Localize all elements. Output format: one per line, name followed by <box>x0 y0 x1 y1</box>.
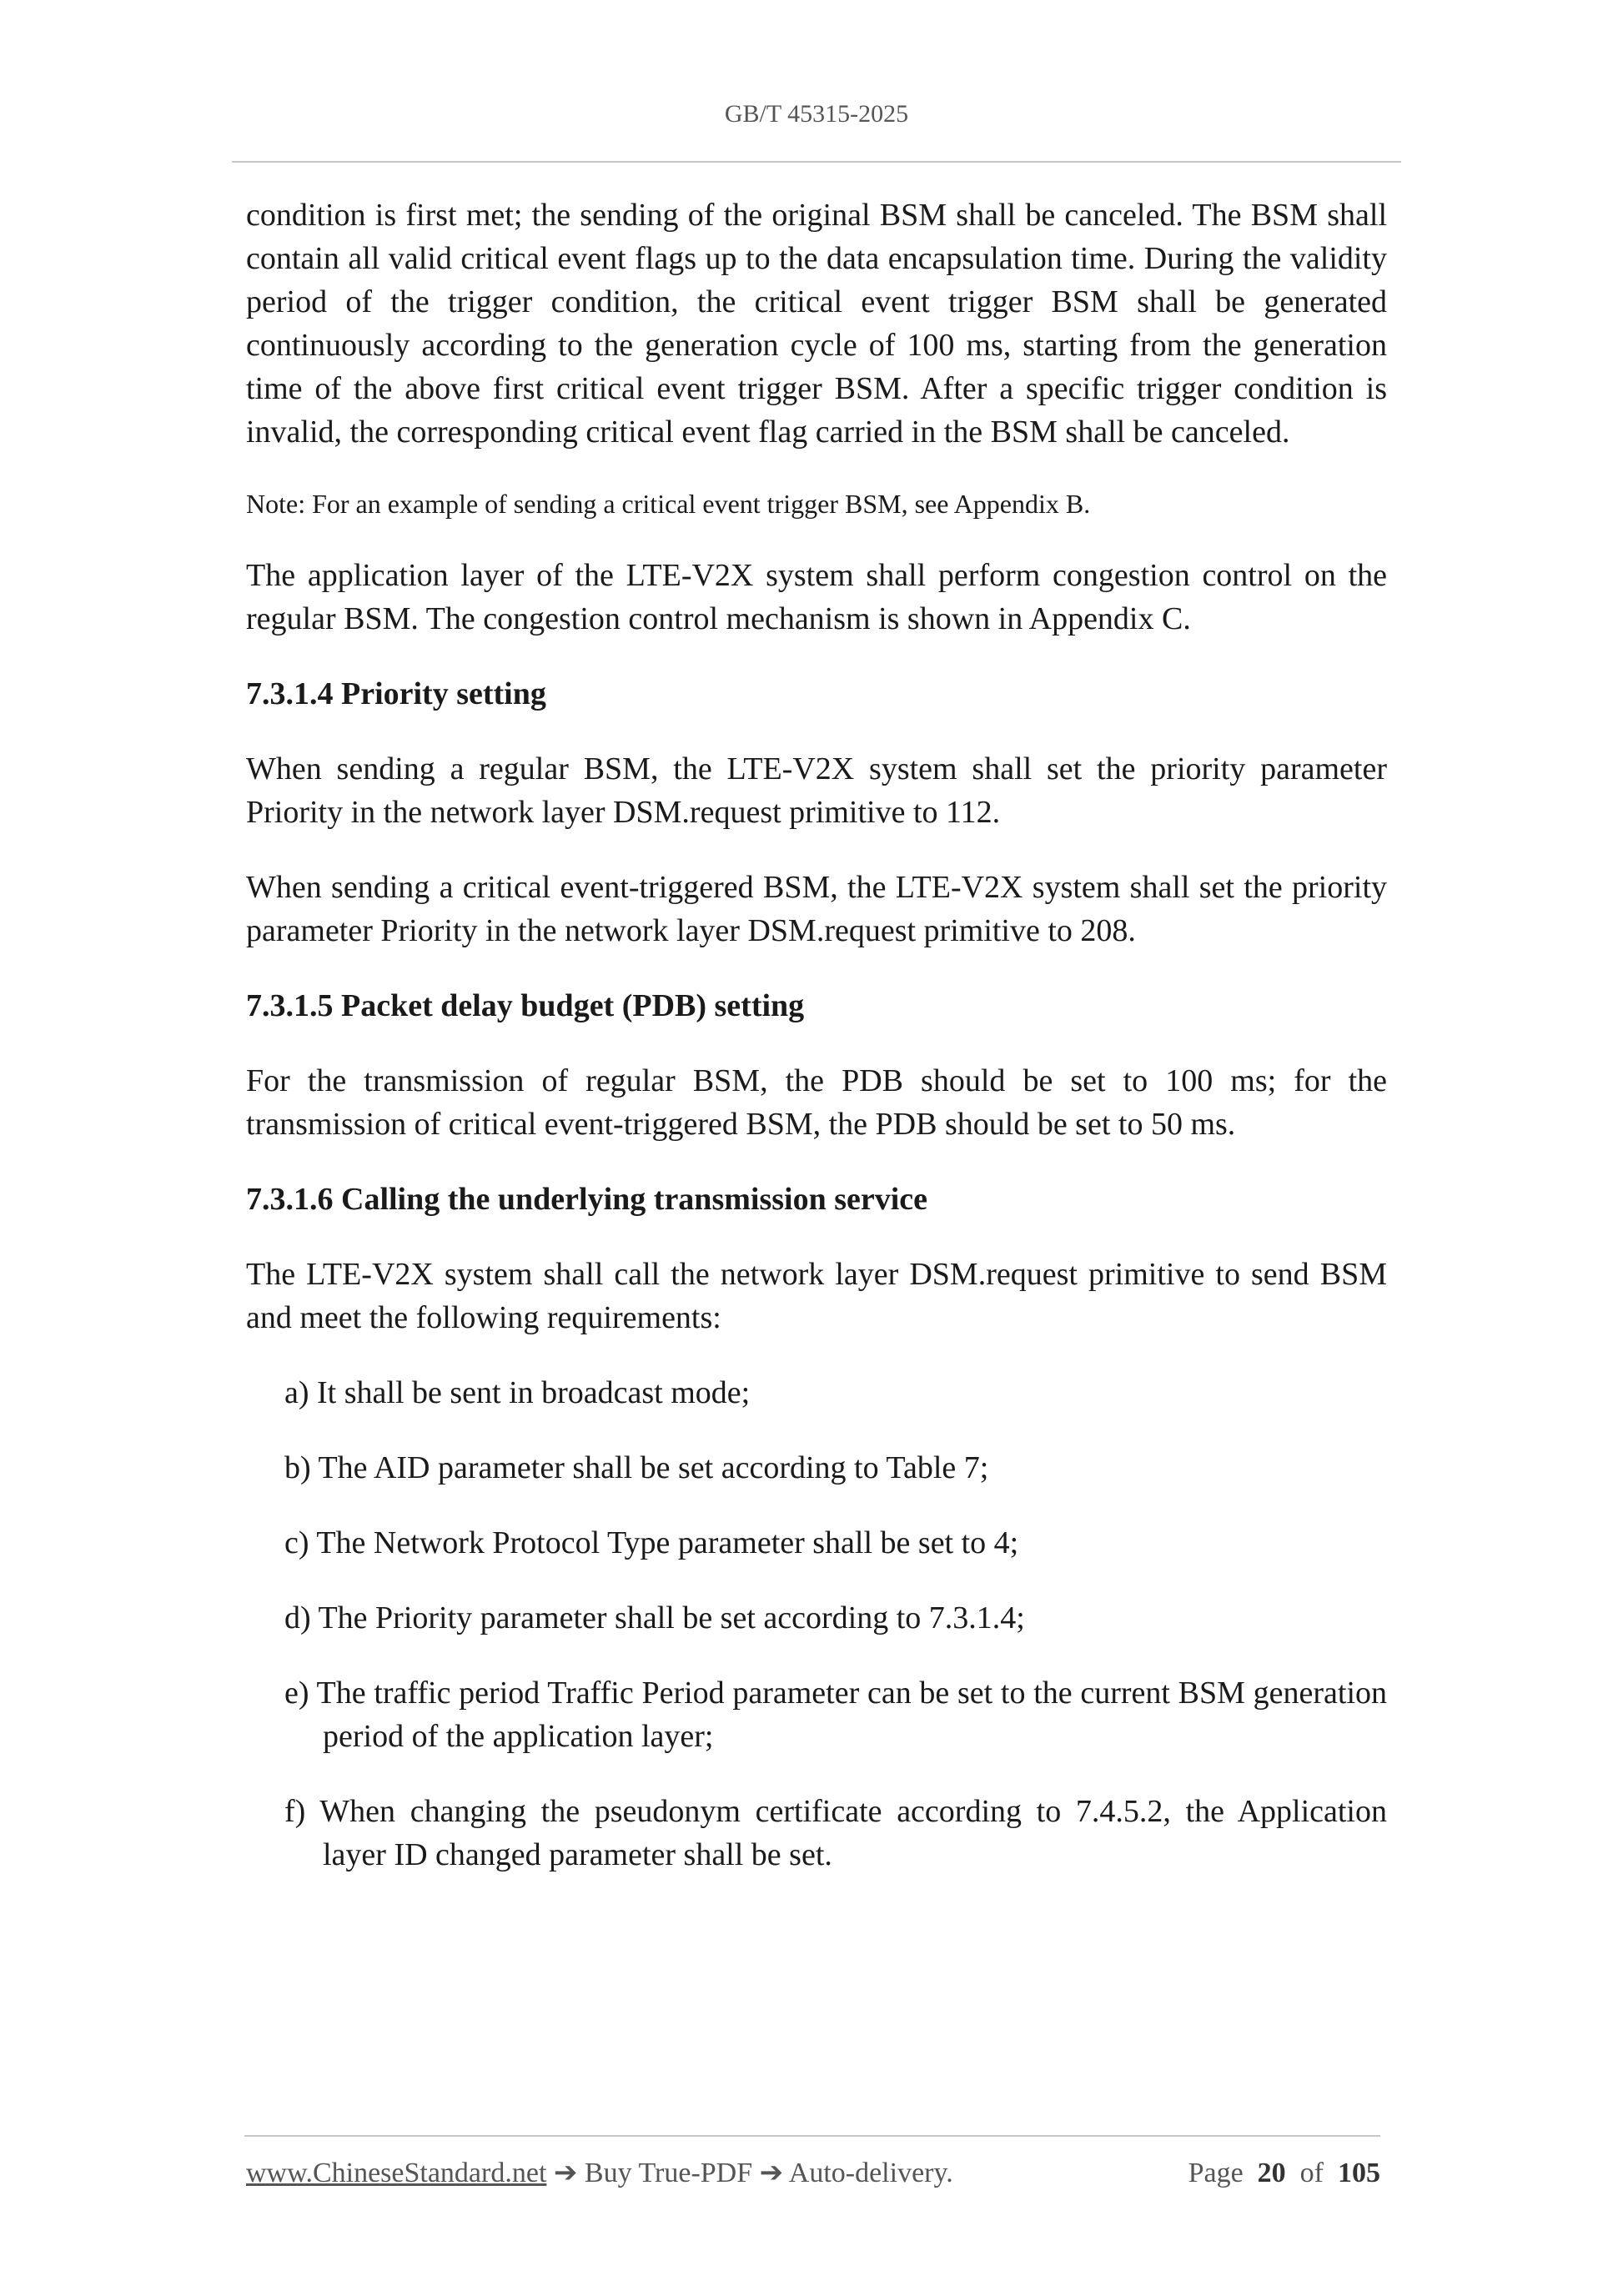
footer-divider <box>244 2135 1380 2137</box>
paragraph: condition is first met; the sending of the original BSM shall be canceled. The BSM shall contain all valid critical event flags up to the data encapsulation time. During the validity period of the trigger condition, the critical event trigger BSM shall be generated continuously according to the generation cycle of 100 ms, starting from the generation time of the above first critical event trigger BSM. After a specific trigger condition is invalid, the corresponding critical event flag carried in the BSM shall be canceled. <box>246 198 1387 450</box>
list-item: a) It shall be sent in broadcast mode; <box>284 1375 751 1410</box>
paragraph: The LTE-V2X system shall call the network layer DSM.request primitive to send BSM and meet the following requirements: <box>246 1257 1387 1335</box>
page-word: Page <box>1188 2158 1244 2188</box>
list-item: d) The Priority parameter shall be set according to 7.3.1.4; <box>284 1600 1025 1635</box>
header-divider <box>232 161 1401 163</box>
list-item: f) When changing the pseudonym certificate according to 7.4.5.2, the Application layer ID changed parameter shall be set. <box>284 1794 1387 1872</box>
list-item: c) The Network Protocol Type parameter shall be set to 4; <box>284 1525 1019 1560</box>
page-number: 20 <box>1257 2158 1286 2188</box>
delivery-text: Auto-delivery. <box>788 2158 953 2188</box>
list-item: e) The traffic period Traffic Period parameter can be set to the current BSM generation period of the application layer; <box>284 1676 1387 1754</box>
page-indicator <box>1188 2158 1380 2189</box>
arrow-right-icon: ➔ <box>752 2158 789 2188</box>
arrow-right-icon: ➔ <box>546 2158 585 2188</box>
buy-text: Buy True-PDF <box>584 2158 753 2188</box>
total-pages: 105 <box>1338 2158 1380 2188</box>
page-header: GB/T 45315-2025 <box>724 100 909 128</box>
section-heading-7314: 7.3.1.4 Priority setting <box>246 676 546 711</box>
paragraph: For the transmission of regular BSM, the PDB should be set to 100 ms; for the transmission of critical event-triggered BSM, the PDB should be set to 50 ms. <box>246 1063 1387 1142</box>
note: Note: For an example of sending a critical event trigger BSM, see Appendix B. <box>246 489 1091 519</box>
website-link[interactable]: www.ChineseStandard.net <box>246 2158 547 2188</box>
paragraph: When sending a critical event-triggered BSM, the LTE-V2X system shall set the priority parameter Priority in the network layer DSM.request primitive to 208. <box>246 870 1387 948</box>
page-footer <box>246 2156 1380 2189</box>
paragraph: When sending a regular BSM, the LTE-V2X system shall set the priority parameter Priority in the network layer DSM.request primitive to 112. <box>246 751 1387 830</box>
section-heading-7315: 7.3.1.5 Packet delay budget (PDB) setting <box>246 988 805 1023</box>
paragraph: The application layer of the LTE-V2X system shall perform congestion control on the regular BSM. The congestion control mechanism is shown in Appendix C. <box>246 558 1387 636</box>
section-heading-7316: 7.3.1.6 Calling the underlying transmission service <box>246 1182 928 1217</box>
of-word: of <box>1299 2158 1324 2188</box>
document-body <box>246 193 1387 1908</box>
footer-left <box>246 2156 953 2189</box>
requirements-list <box>246 1371 1387 1876</box>
list-item: b) The AID parameter shall be set according to Table 7; <box>284 1450 989 1485</box>
